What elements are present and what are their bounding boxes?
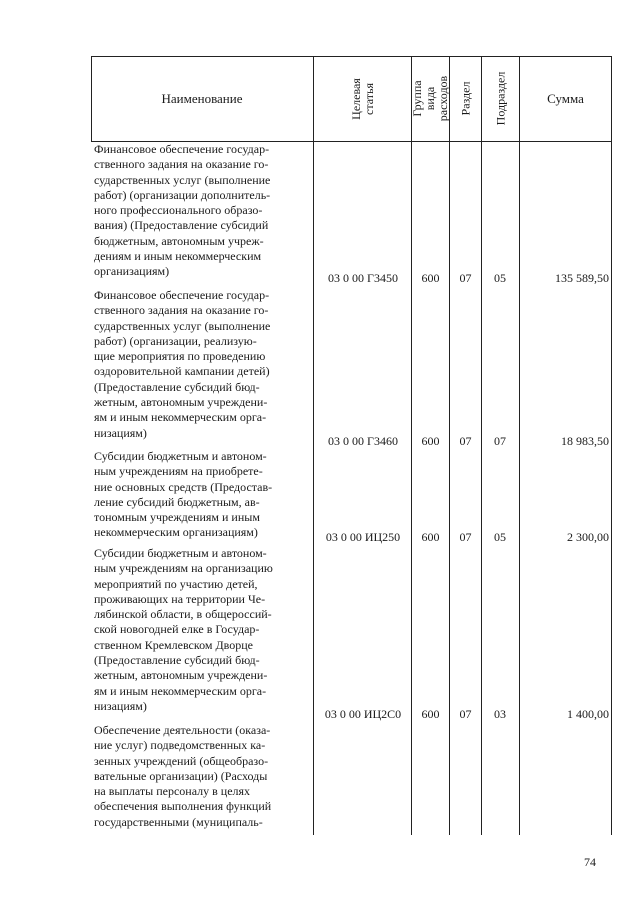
table-row-2-amount: 18 983,50 <box>561 434 609 448</box>
table-row-1-section: 07 <box>459 271 472 285</box>
page-number: 74 <box>584 855 596 869</box>
header-expense-group-cell <box>412 56 449 141</box>
header-expense-group: Группа вида расходов <box>410 75 450 122</box>
table-right-border <box>611 56 612 835</box>
table-row-2-subsection: 07 <box>494 434 506 448</box>
col-divider-name <box>313 56 314 835</box>
table-row-2-expense-group: 600 <box>421 434 440 448</box>
table-row-4-subsection: 03 <box>494 707 506 721</box>
table-row-2-section: 07 <box>459 434 472 448</box>
table-row-4-expense-group: 600 <box>421 707 440 721</box>
table-row-1-target-article: 03 0 00 Г3450 <box>328 271 398 285</box>
table-row-2-name: Финансовое обеспечение государ- ственного задания на оказание го- сударственных услуг (выполнение работ) (организации, реализую- щие мероприятия по проведению оздоровительной кампании детей) (Предоставление субсидий бюд- жетным, автономным учреждени- ям и иным некоммерческим орга- низациям) <box>94 288 271 440</box>
header-section: Раздел <box>458 81 473 116</box>
table-row-1-expense-group: 600 <box>421 271 440 285</box>
header-amount: Сумма <box>547 90 584 106</box>
header-target-article: Целевая статья <box>348 77 376 120</box>
table-row-1-name: Финансовое обеспечение государ- ственного задания на оказание го- сударственных услуг (выполнение работ) (организации дополнитель- ного профессионального образо- вания) (Предоставление субсидий бюджетным, автономным учреж- дениям и иным некоммерческим организациям) <box>94 142 271 279</box>
table-row-3-section: 07 <box>459 530 472 544</box>
table-row-3-target-article: 03 0 00 ИЦ250 <box>325 530 401 544</box>
table-row-3-name: Субсидии бюджетным и автоном- ным учреждениям на приобрете- ние основных средств (Предостав- ление субсидий бюджетным, ав- тономным учреждениям и иным некоммерческим организациям) <box>94 449 273 540</box>
table-row-4-section: 07 <box>459 707 472 721</box>
table-row-2-target-article: 03 0 00 Г3460 <box>328 434 398 448</box>
budget-table <box>91 56 612 835</box>
table-row-4-target-article: 03 0 00 ИЦ2С0 <box>324 707 402 721</box>
table-row-5-name: Обеспечение деятельности (оказа- ние услуг) подведомственных ка- зенных учреждений (общеобразо- вательные организации) (Расходы на выплаты персоналу в целях обеспечения выполнения функций государственными (муниципаль- <box>94 723 272 829</box>
header-section-cell <box>450 56 481 141</box>
header-subsection: Подраздел <box>493 71 508 126</box>
table-row-4-amount: 1 400,00 <box>567 707 609 721</box>
header-name: Наименование <box>161 90 243 106</box>
col-divider-subsection <box>519 56 520 835</box>
table-row-1-subsection: 05 <box>494 271 506 285</box>
header-target-article-cell <box>314 56 411 141</box>
table-row-3-expense-group: 600 <box>421 530 440 544</box>
table-row-3-amount: 2 300,00 <box>567 530 609 544</box>
table-row-1-amount: 135 589,50 <box>555 271 609 285</box>
table-row-4-name: Субсидии бюджетным и автоном- ным учреждениям на организацию мероприятий по участию детей, проживающих на территории Че- лябинской области, в общероссий- ской новогодней елке в Государ- ственном Кремлевском Дворце (Предоставление субсидий бюд- жетным, автономным учреждени- ям и иным некоммерческим орга- низациям) <box>94 546 273 713</box>
table-row-3-subsection: 05 <box>494 530 506 544</box>
header-subsection-cell <box>482 56 519 141</box>
